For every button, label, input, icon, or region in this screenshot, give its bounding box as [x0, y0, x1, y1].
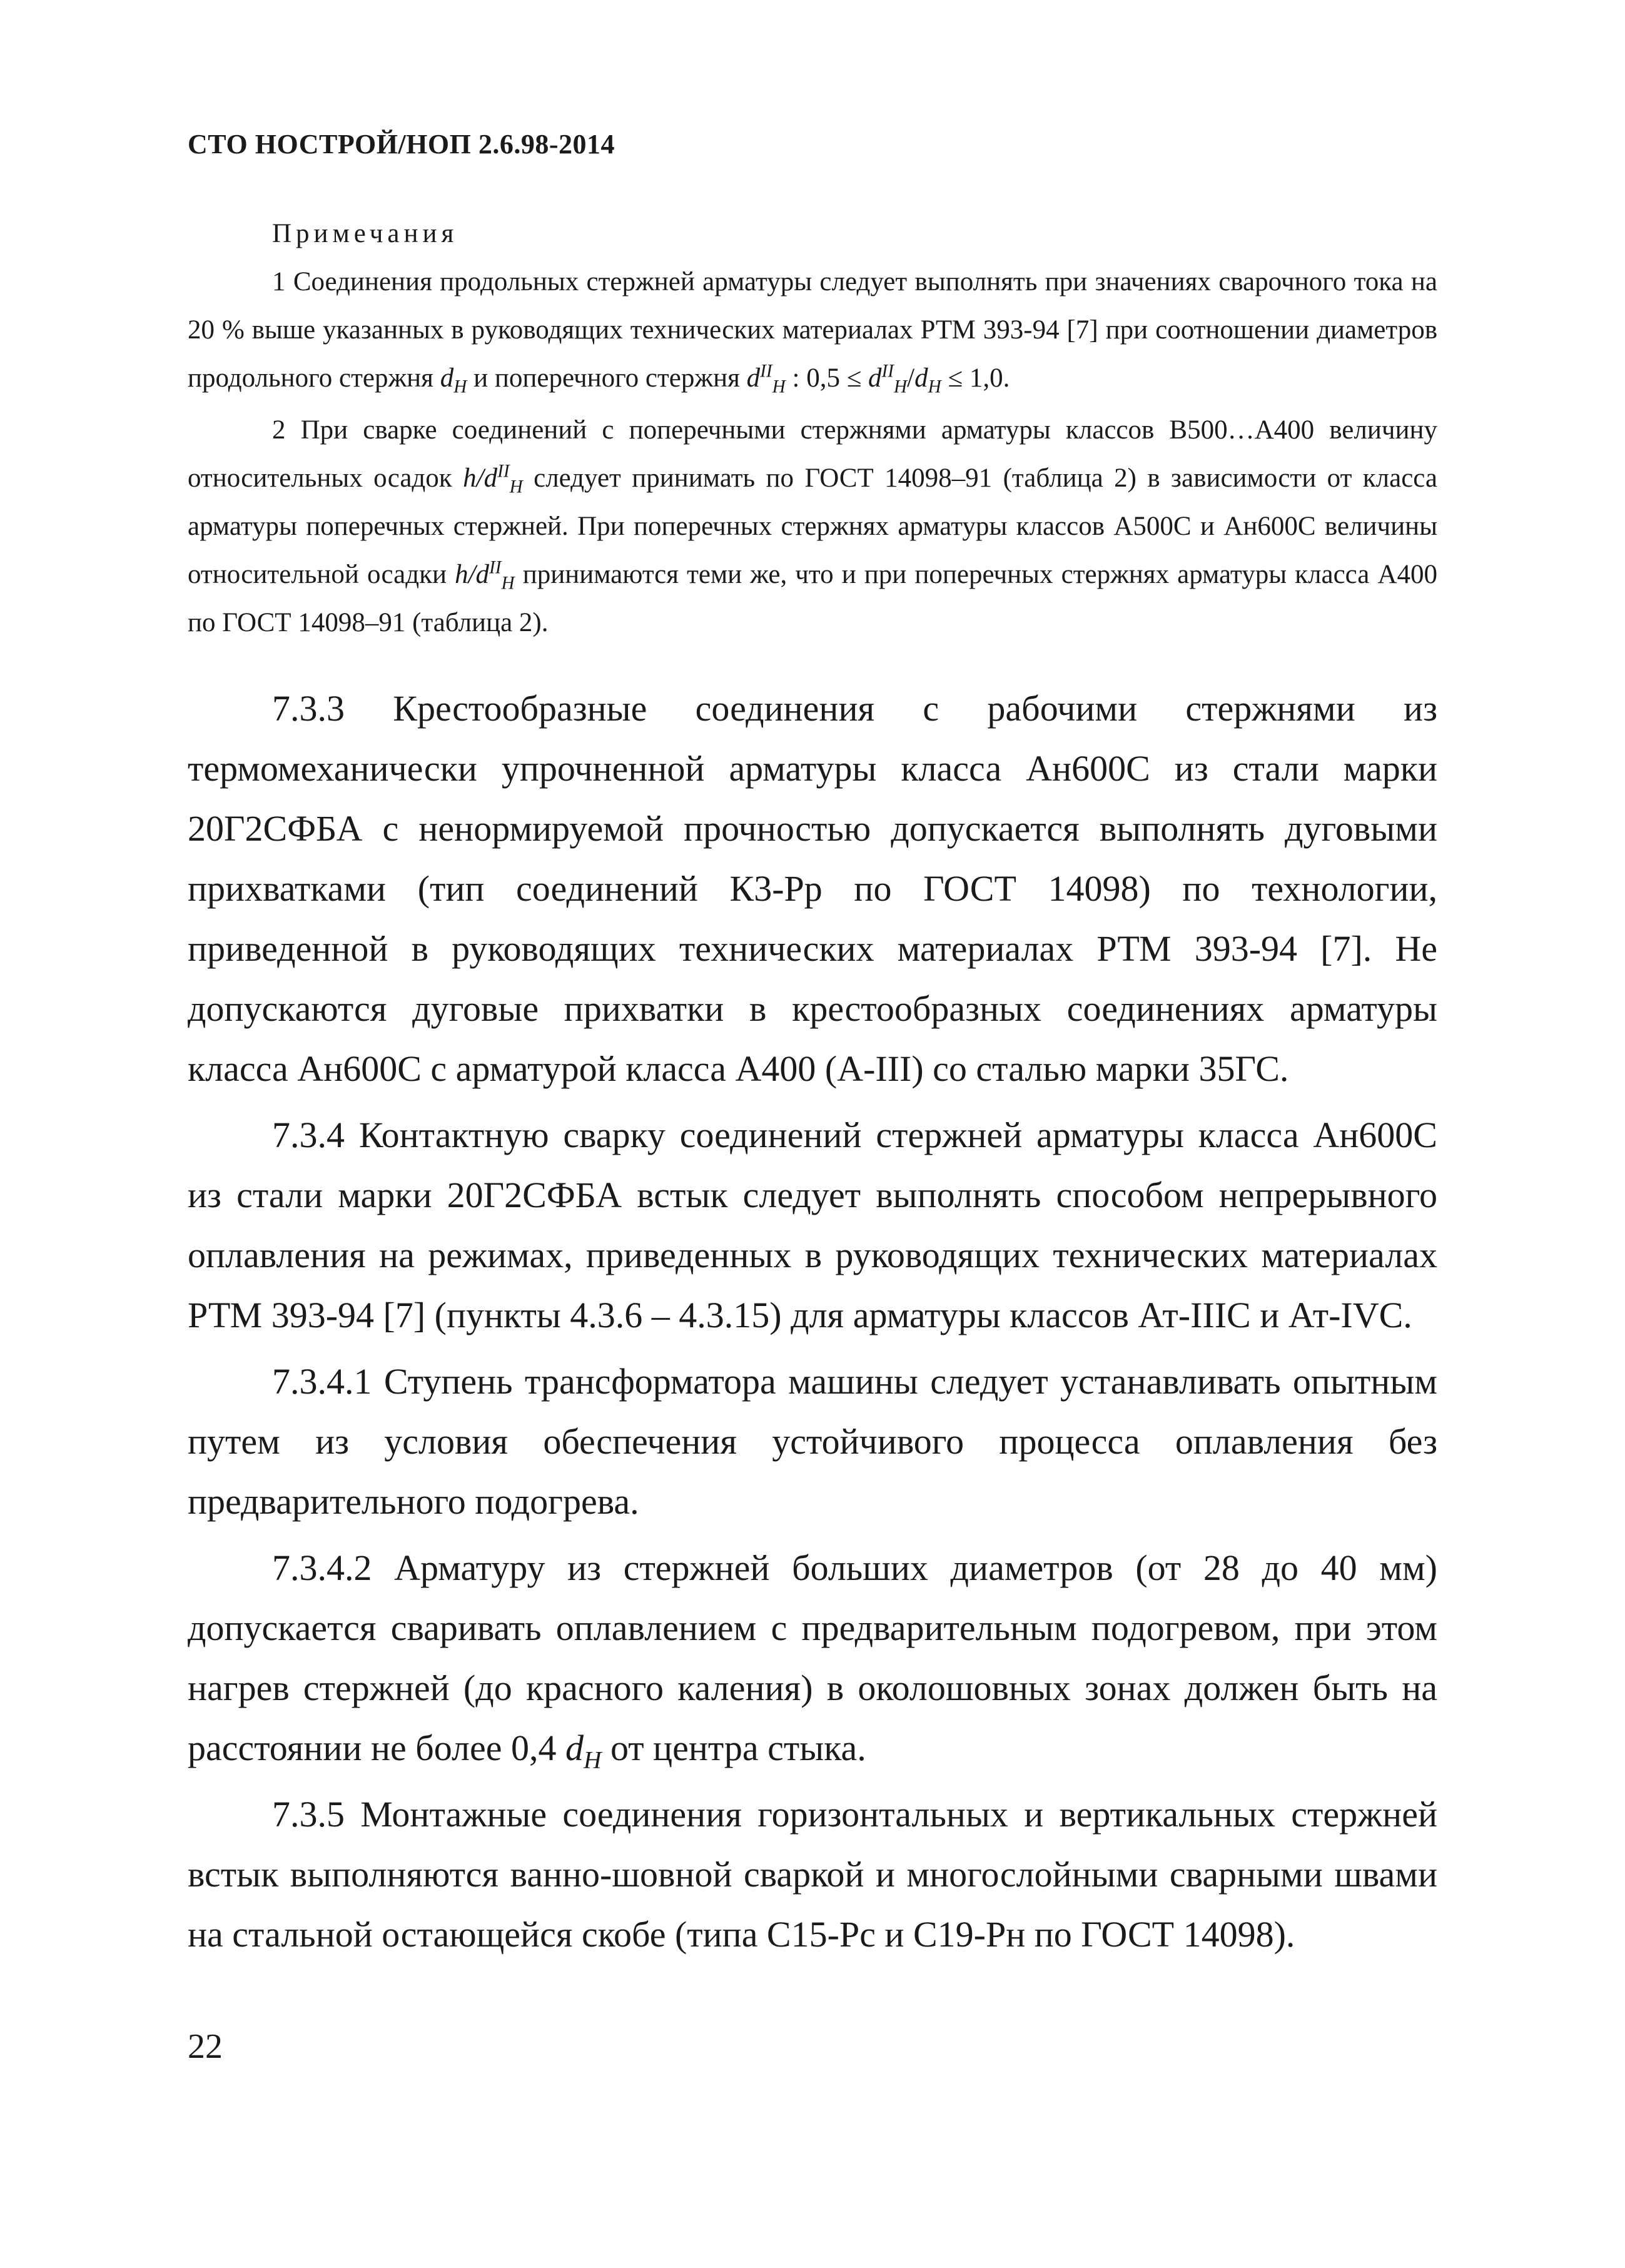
body-section	[188, 679, 1437, 1971]
notes-section	[188, 210, 1437, 651]
note-2: 2 При сварке соединений с поперечными стержнями арматуры классов В500…А400 величину относительных осадок $h/d^{II}_Н$ следует принимать по ГОСТ 14098–91 (таблица 2) в зависимости от класса арматуры поперечных стержней. При поперечных стержнях арматуры классов А500С и Ан600С величины относительной осадки $h/d^{II}_Н$ принимаются теми же, что и при поперечных стержнях арматуры класса А400 по ГОСТ 14098–91 (таблица 2).	[188, 415, 1438, 637]
clause-7-3-3: 7.3.3 Крестообразные соединения с рабочими стержнями из термомеханически упрочненной арматуры класса Ан600С из стали марки 20Г2СФБА с ненормируемой прочностью допускается выполнять дуговыми прихватками (тип соединений К3-Рр по ГОСТ 14098) по технологии, приведенной в руководящих технических материалах РТМ 393-94 [7]. Не допускаются дуговые прихватки в крестообразных соединениях арматуры класса Ан600С с арматурой класса А400 (А-III) со сталью марки 35ГС.	[188, 688, 1437, 1089]
clause-7-3-4-1: 7.3.4.1 Ступень трансформатора машины следует устанавливать опытным путем из условия обеспечения устойчивого процесса оплавления без предварительного подогрева.	[188, 1361, 1437, 1522]
clause-7-3-5: 7.3.5 Монтажные соединения горизонтальных и вертикальных стержней встык выполняются ванно-шовной сваркой и многослойными сварными швами на стальной остающейся скобе (типа С15-Рс и С19-Рн по ГОСТ 14098).	[188, 1794, 1437, 1955]
clause-7-3-4: 7.3.4 Контактную сварку соединений стержней арматуры класса Ан600С из стали марки 20Г2СФБА встык следует выполнять способом непрерывного оплавления на режимах, приведенных в руководящих технических материалах РТМ 393-94 [7] (пункты 4.3.6 – 4.3.15) для арматуры классов Ат-IIIC и Ат-IVC.	[188, 1115, 1437, 1335]
page-number: 22	[188, 2027, 223, 2066]
note-1: 1 Соединения продольных стержней арматуры следует выполнять при значениях сварочного тока на 20 % выше указанных в руководящих технических материалах РТМ 393-94 [7] при соотношении диаметров продольного стержня $d_Н$ и поперечного стержня $d^{II}_Н$ : $0,5 \le d^{II}_Н/d_Н \le 1,0$.	[188, 267, 1437, 397]
document-code-header: СТО НОСТРОЙ/НОП 2.6.98-2014	[188, 129, 615, 159]
clause-7-3-4-2: 7.3.4.2 Арматуру из стержней больших диаметров (от 28 до 40 мм) допускается сваривать оплавлением с предварительным подогревом, при этом нагрев стержней (до красного каления) в околошовных зонах должен быть на расстоянии не более 0,4 $d_Н$ от центра стыка.	[188, 1547, 1437, 1774]
notes-title: Примечания	[272, 219, 458, 248]
